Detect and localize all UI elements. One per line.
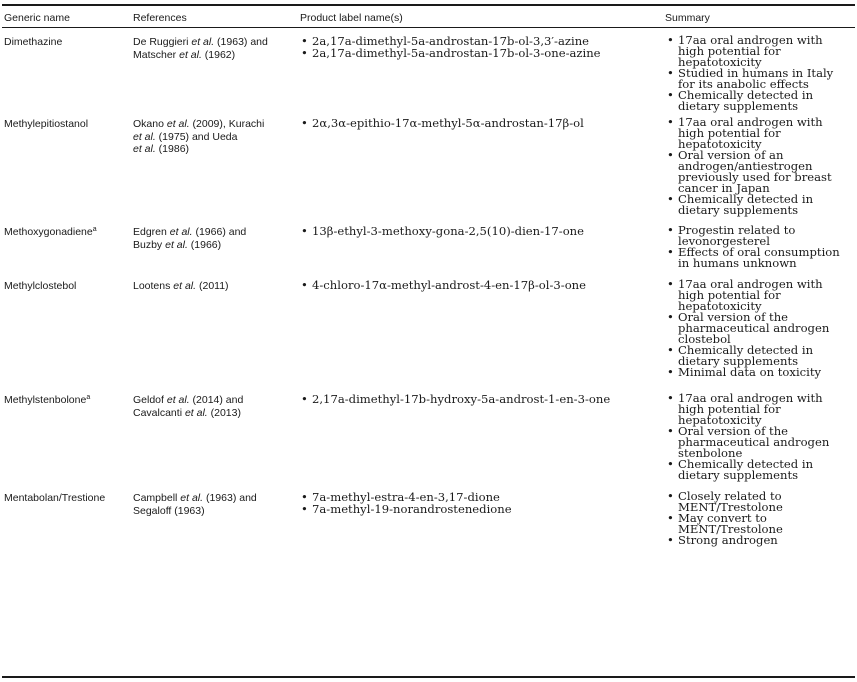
product-label-item: • 7a-methyl-19-norandrostenedione xyxy=(300,503,650,515)
summary-line: androgen/antiestrogen xyxy=(678,159,813,173)
summary-cell xyxy=(666,35,855,112)
summary-line: • Minimal data on toxicity xyxy=(678,365,822,379)
reference-line xyxy=(133,280,295,293)
summary-cell xyxy=(666,491,855,546)
summary-line: high potential for xyxy=(678,288,781,302)
summary-item xyxy=(666,513,855,535)
summary-line: pharmaceutical androgen xyxy=(678,435,830,449)
product-label-item: • 4-chloro-17α-methyl-androst-4-en-17β-ol-3-one xyxy=(300,279,650,291)
summary-line: dietary supplements xyxy=(678,354,799,368)
et-al-italic: et al. xyxy=(180,492,204,504)
summary-line: high potential for xyxy=(678,402,781,416)
product-label-cell xyxy=(300,35,650,59)
generic-name-cell xyxy=(4,492,128,505)
reference-line xyxy=(133,492,295,505)
summary-line: in humans unknown xyxy=(678,256,797,270)
summary-line: • 17aa oral androgen with xyxy=(678,391,823,405)
et-al-italic: et al. xyxy=(169,226,193,238)
summary-line: high potential for xyxy=(678,126,781,140)
reference-text: (2013) xyxy=(207,406,241,419)
et-al-italic: et al. xyxy=(173,280,197,292)
references-cell xyxy=(133,36,295,61)
summary-item xyxy=(666,535,855,546)
summary-item xyxy=(666,225,855,247)
reference-line xyxy=(133,407,295,420)
generic-name-cell xyxy=(4,118,128,131)
summary-item xyxy=(666,393,855,426)
summary-line: • May convert to xyxy=(678,511,767,525)
reference-text: (1962) xyxy=(201,48,236,61)
summary-line: MENT/Trestolone xyxy=(678,522,783,536)
reference-line xyxy=(133,505,295,518)
reference-text: Lootens xyxy=(133,280,174,292)
summary-line: clostebol xyxy=(678,332,731,346)
reference-text: (1963) and xyxy=(203,492,257,504)
reference-line xyxy=(133,36,295,49)
summary-line: dietary supplements xyxy=(678,99,799,113)
product-label-item: • 2a,17a-dimethyl-5a-androstan-17b-ol-3,3′-azine xyxy=(300,35,650,47)
summary-item xyxy=(666,367,855,378)
summary-line: hepatotoxicity xyxy=(678,55,762,69)
generic-name-cell xyxy=(4,280,128,293)
et-al-italic: et al. xyxy=(165,238,188,251)
generic-name: Methylepitiostanol xyxy=(4,118,89,130)
reference-text: (1966) xyxy=(187,238,222,251)
generic-name-cell xyxy=(4,394,128,407)
product-label-cell xyxy=(300,491,650,515)
references-cell xyxy=(133,492,295,517)
footnote-marker: a xyxy=(92,226,97,233)
summary-line: • 17aa oral androgen with xyxy=(678,33,823,47)
summary-line: MENT/Trestolone xyxy=(678,500,783,514)
generic-name: Mentabolan/Trestione xyxy=(4,492,106,504)
summary-line: • Strong androgen xyxy=(678,533,778,547)
summary-item xyxy=(666,35,855,68)
table-top-rule xyxy=(2,4,855,6)
reference-text: Matscher xyxy=(133,48,180,61)
et-al-italic: et al. xyxy=(133,130,156,143)
product-label-item: • 2,17a-dimethyl-17b-hydroxy-5a-androst-1-en-3-one xyxy=(300,393,650,405)
reference-line xyxy=(133,394,295,407)
references-cell xyxy=(133,280,295,293)
summary-item xyxy=(666,247,855,269)
header-product-label: Product label name(s) xyxy=(300,12,403,24)
summary-cell xyxy=(666,225,855,269)
reference-text: Okano xyxy=(133,118,167,130)
summary-line: • Chemically detected in xyxy=(678,88,814,102)
et-al-italic: et al. xyxy=(184,406,208,419)
summary-item xyxy=(666,312,855,345)
summary-cell xyxy=(666,117,855,216)
summary-line: • Studied in humans in Italy xyxy=(678,66,834,80)
summary-line: • Chemically detected in xyxy=(678,457,814,471)
summary-line: high potential for xyxy=(678,44,781,58)
summary-line: • 17aa oral androgen with xyxy=(678,115,823,129)
summary-item xyxy=(666,68,855,90)
product-label-item: • 2α,3α-epithio-17α-methyl-5α-androstan-17β-ol xyxy=(300,117,650,129)
product-label-item: • 7a-methyl-estra-4-en-3,17-dione xyxy=(300,491,650,503)
reference-text: Geldof xyxy=(133,394,167,406)
reference-line xyxy=(133,118,295,131)
header-generic-name: Generic name xyxy=(4,12,70,24)
header-rule xyxy=(2,27,855,28)
summary-line: hepatotoxicity xyxy=(678,299,762,313)
summary-cell xyxy=(666,279,855,378)
reference-text: Segaloff (1963) xyxy=(133,504,205,517)
reference-text: (1975) and Ueda xyxy=(155,130,238,143)
reference-text: Buzby xyxy=(133,238,166,251)
summary-cell xyxy=(666,393,855,481)
summary-item xyxy=(666,459,855,481)
summary-line: • Chemically detected in xyxy=(678,343,814,357)
generic-name-cell xyxy=(4,36,128,49)
summary-line: hepatotoxicity xyxy=(678,413,762,427)
generic-name: Methoxygonadiene xyxy=(4,226,93,238)
reference-text: (1986) xyxy=(155,143,190,155)
summary-line: stenbolone xyxy=(678,446,743,460)
summary-line: • Closely related to xyxy=(678,489,782,503)
reference-text: (1963) and xyxy=(214,36,268,48)
references-cell xyxy=(133,394,295,419)
et-al-italic: et al. xyxy=(166,118,190,130)
summary-line: hepatotoxicity xyxy=(678,137,762,151)
product-label-cell xyxy=(300,117,650,129)
reference-line xyxy=(133,239,295,252)
et-al-italic: et al. xyxy=(166,394,190,406)
product-label-cell xyxy=(300,225,650,237)
summary-item xyxy=(666,491,855,513)
summary-item xyxy=(666,345,855,367)
summary-line: pharmaceutical androgen xyxy=(678,321,830,335)
et-al-italic: et al. xyxy=(179,48,202,61)
table-bottom-rule xyxy=(2,676,855,678)
summary-line: levonorgesterel xyxy=(678,234,770,248)
summary-item xyxy=(666,194,855,216)
footnote-marker: a xyxy=(86,394,91,401)
reference-text: De Ruggieri xyxy=(133,36,192,48)
product-label-item: • 13β-ethyl-3-methoxy-gona-2,5(10)-dien-17-one xyxy=(300,225,650,237)
reference-text: (2009), Kurachi xyxy=(189,118,265,130)
et-al-italic: et al. xyxy=(133,143,156,155)
reference-text: Campbell xyxy=(133,492,181,504)
summary-line: cancer in Japan xyxy=(678,181,770,195)
generic-name: Methylclostebol xyxy=(4,280,77,292)
product-label-cell xyxy=(300,393,650,405)
reference-text: Edgren xyxy=(133,226,170,238)
references-cell xyxy=(133,226,295,251)
reference-line xyxy=(133,131,295,144)
et-al-italic: et al. xyxy=(191,36,215,48)
summary-line: • Chemically detected in xyxy=(678,192,814,206)
summary-line: • Oral version of the xyxy=(678,310,789,324)
summary-line: previously used for breast xyxy=(678,170,832,184)
product-label-item: • 2a,17a-dimethyl-5a-androstan-17b-ol-3-one-azine xyxy=(300,47,650,59)
summary-line: dietary supplements xyxy=(678,203,799,217)
header-summary: Summary xyxy=(665,12,710,24)
summary-item xyxy=(666,117,855,150)
generic-name-cell xyxy=(4,226,128,239)
summary-item xyxy=(666,90,855,112)
references-cell xyxy=(133,118,295,156)
summary-line: dietary supplements xyxy=(678,468,799,482)
product-label-cell xyxy=(300,279,650,291)
summary-line: • 17aa oral androgen with xyxy=(678,277,823,291)
summary-line: • Effects of oral consumption xyxy=(678,245,840,259)
reference-text: (2014) and xyxy=(189,394,244,406)
summary-item xyxy=(666,150,855,194)
summary-item xyxy=(666,426,855,459)
reference-text: (1966) and xyxy=(192,226,247,238)
summary-line: • Progestin related to xyxy=(678,223,796,237)
reference-line xyxy=(133,226,295,239)
generic-name: Methylstenbolone xyxy=(4,394,87,406)
summary-line: • Oral version of the xyxy=(678,424,789,438)
summary-item xyxy=(666,279,855,312)
reference-text: (2011) xyxy=(196,280,229,292)
summary-line: for its anabolic effects xyxy=(678,77,809,91)
generic-name: Dimethazine xyxy=(4,36,63,48)
summary-line: • Oral version of an xyxy=(678,148,784,162)
header-references: References xyxy=(133,12,187,24)
reference-text: Cavalcanti xyxy=(133,406,185,419)
reference-line xyxy=(133,49,295,62)
reference-line xyxy=(133,143,295,156)
